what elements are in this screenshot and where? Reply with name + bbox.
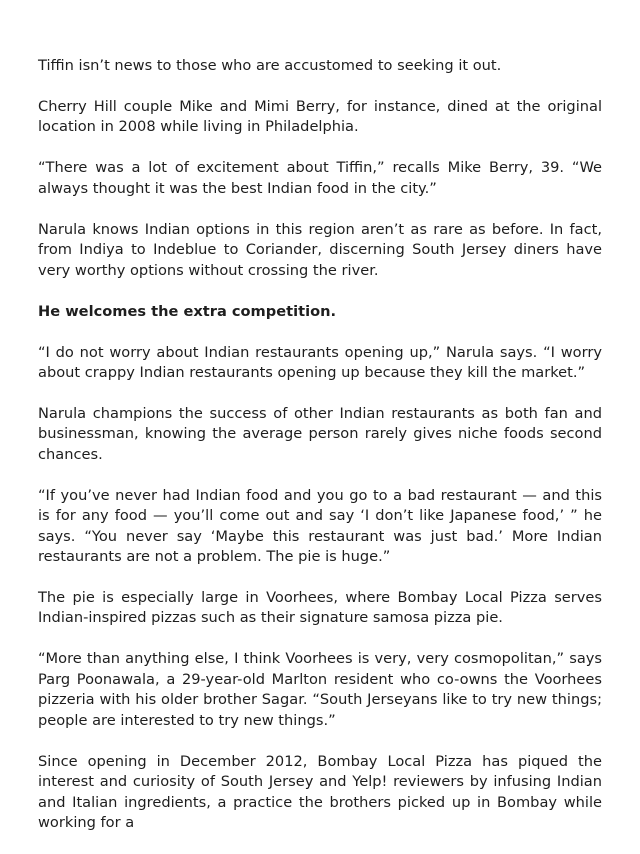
paragraph-bombay-local-pizza: Since opening in December 2012, Bombay Local Pizza has piqued the interest and curiosity of South Jersey and Yelp! reviewers by infusing Indian and Italian ingredients, a practice the brothers picked up in Bombay while working for a: [38, 752, 602, 831]
article-body: [38, 56, 602, 854]
paragraph-poonawala-quote: “More than anything else, I think Voorhees is very, very cosmopolitan,” says Parg Poonawala, a 29-year-old Marlton resident who co-owns the Voorhees pizzeria with his older brother Sagar. “South Jerseyans like to try new things; people are interested to try new things.”: [38, 650, 602, 729]
paragraph-narula-quote: “I do not worry about Indian restaurants opening up,” Narula says. “I worry about crappy Indian restaurants opening up because they kill the market.”: [38, 343, 602, 382]
paragraph-tiffin-intro: Tiffin isn’t news to those who are accustomed to seeking it out.: [38, 57, 502, 74]
paragraph-berry-couple: Cherry Hill couple Mike and Mimi Berry, for instance, dined at the original location in 2008 while living in Philadelphia.: [38, 98, 602, 136]
paragraph-indian-options: Narula knows Indian options in this region aren’t as rare as before. In fact, from Indiya to Indeblue to Coriander, discerning South Jersey diners have very worthy options without crossing the river.: [38, 220, 602, 279]
paragraph-berry-quote: “There was a lot of excitement about Tiffin,” recalls Mike Berry, 39. “We always thought it was the best Indian food in the city.”: [38, 159, 602, 197]
paragraph-bad-restaurant-quote: “If you’ve never had Indian food and you go to a bad restaurant — and this is for any food — you’ll come out and say ‘I don’t like Japanese food,’ ” he says. “You never say ‘Maybe this restaurant was just bad.’ More Indian restaurants are not a problem. The pie is huge.”: [38, 486, 602, 566]
paragraph-competition-heading: He welcomes the extra competition.: [38, 302, 337, 320]
paragraph-narula-champions: Narula champions the success of other Indian restaurants as both fan and businessman, knowing the average person rarely gives niche foods second chances.: [38, 405, 602, 463]
paragraph-voorhees-pie: The pie is especially large in Voorhees, where Bombay Local Pizza serves Indian-inspired pizzas such as their signature samosa pizza pie.: [38, 589, 602, 627]
